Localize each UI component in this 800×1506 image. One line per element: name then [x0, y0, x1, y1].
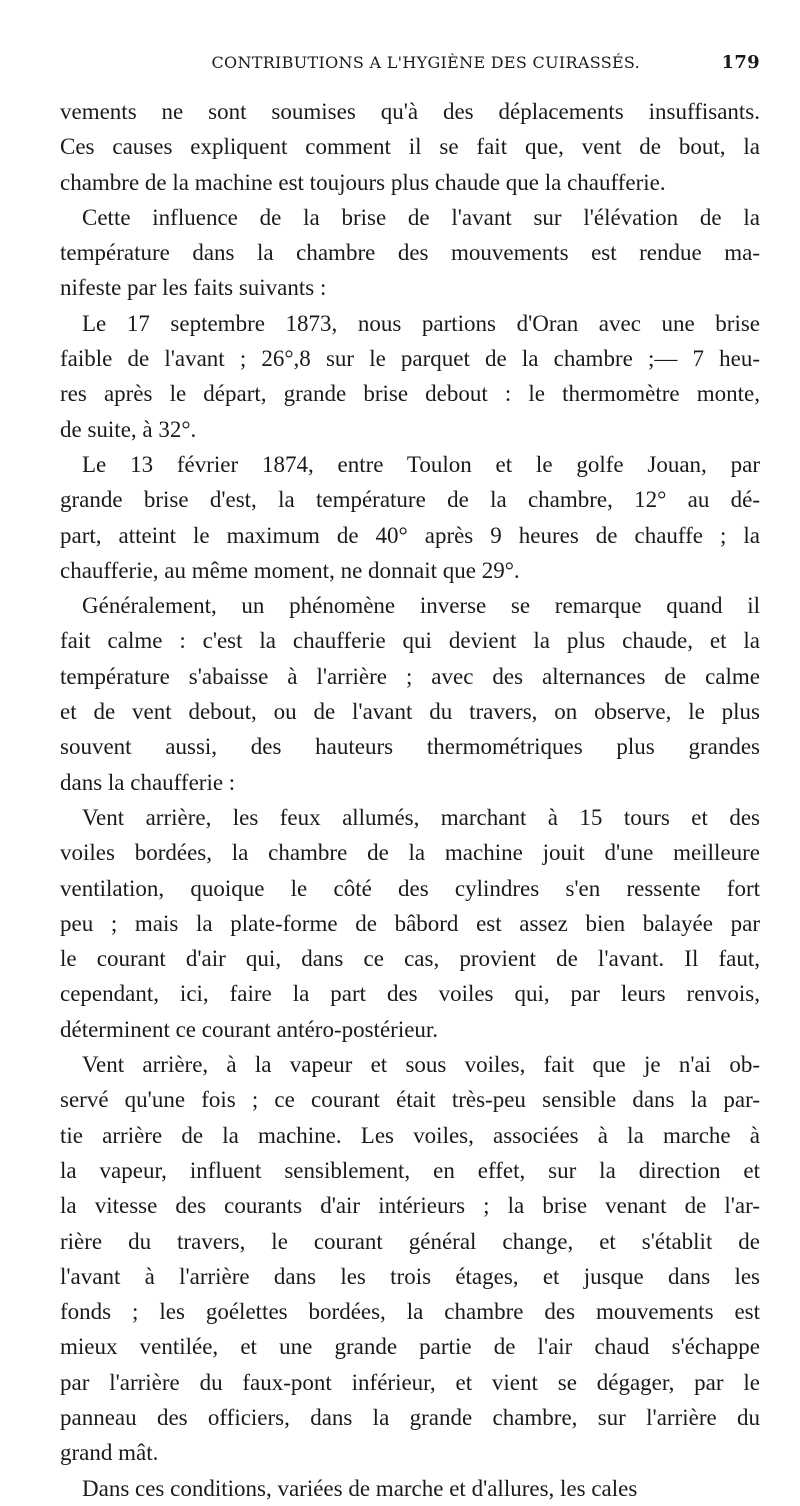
text-line: grand mât.	[60, 1440, 159, 1466]
text-line: température s'abaisse à l'arrière ; avec des alternances de calme	[60, 663, 760, 689]
text-line: la vitesse des courants d'air intérieurs ; la brise venant de l'ar-	[60, 1193, 760, 1219]
text-line: chaufferie, au même moment, ne donnait que 29°.	[60, 557, 520, 583]
body-text	[60, 94, 760, 1506]
text-line: Cette influence de la brise de l'avant sur l'élévation de la	[82, 204, 760, 230]
text-line: part, atteint le maximum de 40° après 9 heures de chauffe ; la	[60, 522, 760, 548]
text-line: servé qu'une fois ; ce courant était très-peu sensible dans la par-	[60, 1087, 760, 1113]
text-line: Le 13 février 1874, entre Toulon et le golfe Jouan, par	[82, 451, 760, 477]
text-line: dans la chaufferie :	[60, 769, 236, 795]
text-line: res après le départ, grande brise debout : le thermomètre monte,	[60, 381, 760, 407]
text-line: tie arrière de la machine. Les voiles, associées à la marche à	[60, 1122, 760, 1148]
text-line: le courant d'air qui, dans ce cas, provient de l'avant. Il faut,	[60, 946, 760, 972]
text-line: nifeste par les faits suivants :	[60, 275, 327, 301]
text-line: déterminent ce courant antéro-postérieur.	[60, 1016, 439, 1042]
text-line: peu ; mais la plate-forme de bâbord est assez bien balayée par	[60, 910, 760, 936]
text-line: panneau des officiers, dans la grande chambre, sur l'arrière du	[60, 1404, 760, 1430]
page-number: 179	[721, 52, 760, 73]
text-line: Le 17 septembre 1873, nous partions d'Oran avec une brise	[82, 310, 760, 336]
text-line: Dans ces conditions, variées de marche et d'allures, les cales	[82, 1475, 638, 1501]
text-line: Généralement, un phénomène inverse se remarque quand il	[82, 593, 760, 619]
text-line: vements ne sont soumises qu'à des déplacements insuffisants.	[60, 99, 760, 124]
text-line: et de vent debout, ou de l'avant du travers, on observe, le plus	[60, 699, 760, 725]
text-line: voiles bordées, la chambre de la machine jouit d'une meilleure	[60, 840, 760, 866]
text-line: faible de l'avant ; 26°,8 sur le parquet de la chambre ;— 7 heu-	[60, 346, 760, 372]
text-line: l'avant à l'arrière dans les trois étages, et jusque dans les	[60, 1263, 760, 1289]
text-line: Vent arrière, les feux allumés, marchant à 15 tours et des	[82, 804, 760, 830]
text-line: rière du travers, le courant général change, et s'établit de	[60, 1228, 760, 1254]
text-line: la vapeur, influent sensiblement, en effet, sur la direction et	[60, 1157, 760, 1183]
text-line: température dans la chambre des mouvements est rendue ma-	[60, 240, 760, 266]
text-line: mieux ventilée, et une grande partie de l'air chaud s'échappe	[60, 1334, 760, 1360]
text-line: chambre de la machine est toujours plus chaude que la chaufferie.	[60, 169, 666, 195]
text-line: souvent aussi, des hauteurs thermométriques plus grandes	[60, 734, 760, 760]
text-line: de suite, à 32°.	[60, 416, 197, 442]
text-line: ventilation, quoique le côté des cylindres s'en ressente fort	[60, 875, 760, 901]
text-line: grande brise d'est, la température de la chambre, 12° au dé-	[60, 487, 760, 513]
running-title: CONTRIBUTIONS A L'HYGIÈNE DES CUIRASSÉS.	[211, 53, 641, 72]
text-line: Ces causes expliquent comment il se fait que, vent de bout, la	[60, 134, 760, 160]
text-line: fonds ; les goélettes bordées, la chambre des mouvements est	[60, 1299, 760, 1325]
text-line: par l'arrière du faux-pont inférieur, et vient se dégager, par le	[60, 1369, 760, 1395]
running-header	[60, 52, 760, 92]
text-line: fait calme : c'est la chaufferie qui devient la plus chaude, et la	[60, 628, 760, 654]
book-page	[60, 52, 760, 1506]
text-line: cependant, ici, faire la part des voiles qui, par leurs renvois,	[60, 981, 760, 1007]
text-line: Vent arrière, à la vapeur et sous voiles, fait que je n'ai ob-	[82, 1052, 760, 1078]
